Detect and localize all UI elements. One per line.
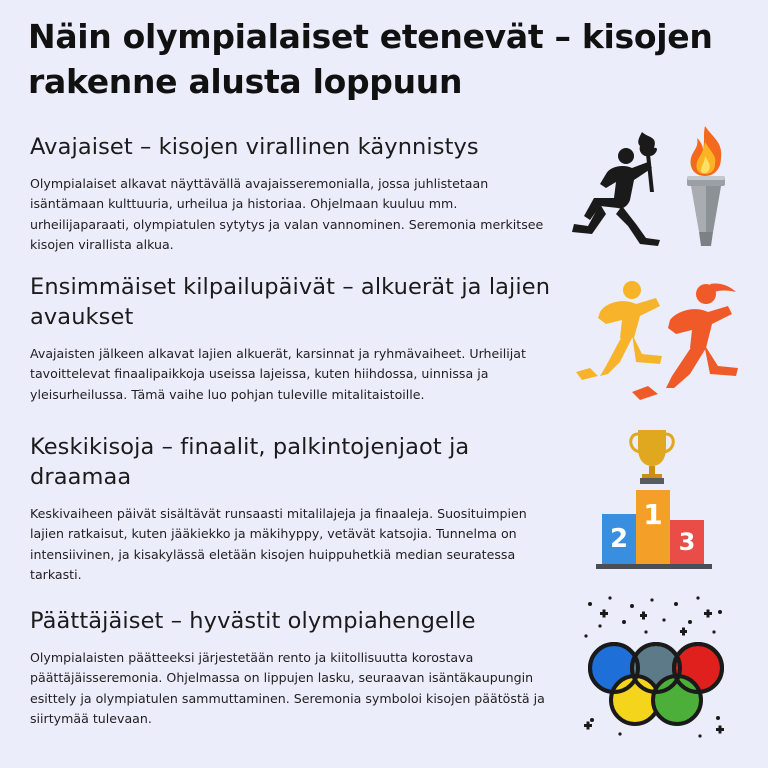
section-first-competition-days — [30, 272, 560, 405]
section-heading: Ensimmäiset kilpailupäivät – alkuerät ja lajien avaukset — [30, 274, 551, 330]
podium-number-1: 1 — [643, 498, 663, 531]
section-opening-ceremony — [30, 132, 560, 255]
section-mid-games — [30, 432, 560, 585]
section-body: Keskivaiheen päivät sisältävät runsaasti mitalilajeja ja finaaleja. Suosituimpien lajien ratkaisut, kuten jääkiekko ja mäkihyppy, vetävät katsojia. Tunnelma on intensiivinen, ja kisakylässä eletään kisojen huippuhetkiä median seuratessa tarkasti. — [30, 506, 527, 582]
podium-trophy-icon — [594, 428, 714, 574]
section-body: Avajaisten jälkeen alkavat lajien alkuerät, karsinnat ja ryhmävaiheet. Urheilijat tavoittelevat finaalipaikkoja useissa lajeissa, kuten hiihdossa, uinnissa ja yleisurheilussa. Tämä vaihe luo pohjan tuleville mitalitaistoille. — [30, 346, 526, 402]
olympic-torch-icon — [683, 124, 729, 249]
section-closing-ceremony — [30, 606, 560, 729]
podium-number-2: 2 — [609, 524, 629, 554]
sprinters-icon — [570, 276, 742, 406]
torch-runner-icon — [570, 128, 665, 253]
section-heading: Päättäjäiset – hyvästit olympiahengelle — [30, 608, 476, 634]
section-heading: Avajaiset – kisojen virallinen käynnistys — [30, 134, 479, 160]
section-body: Olympialaisten päätteeksi järjestetään rento ja kiitollisuutta korostava päättäjäisseremonia. Ohjelmassa on lippujen lasku, seuraavan isäntäkaupungin esittely ja olympiatulen sammuttaminen. Seremonia symboloi kisojen päätöstä ja siirtymää tulevaan. — [30, 650, 545, 726]
section-body: Olympialaiset alkavat näyttävällä avajaisseremonialla, jossa juhlistetaan isäntämaan kulttuuria, urheilua ja historiaa. Ohjelmaan kuuluu mm. urheilijaparaati, olympiatulen sytytys ja valan vannominen. Seremonia merkitsee kisojen virallista alkua. — [30, 176, 544, 252]
podium-number-3: 3 — [678, 528, 696, 556]
section-heading: Keskikisoja – finaalit, palkintojenjaot ja draamaa — [30, 434, 470, 490]
page-title: Näin olympialaiset etenevät – kisojen rakenne alusta loppuun — [28, 17, 713, 101]
olympic-rings-icon — [580, 592, 730, 742]
